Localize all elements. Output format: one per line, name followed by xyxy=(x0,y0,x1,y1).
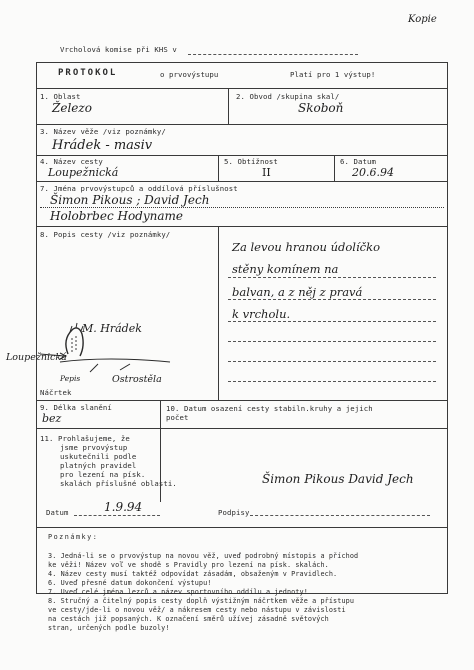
abseil-value: bez xyxy=(42,412,62,425)
bolts-label: 10. Datum osazení cesty stabiln.kruhy a jejich počet xyxy=(166,404,373,422)
signatures-label: Podpisy xyxy=(218,508,250,517)
date-label: 6. Datum xyxy=(340,157,376,166)
area-value: Železo xyxy=(52,101,92,115)
note-line: 4. Název cesty musí taktéž odpovídat zásadám, obsaženým v Pravidlech. xyxy=(48,570,338,578)
declaration-2: jsme prvovýstup xyxy=(60,443,128,452)
protocol-title: PROTOKOL xyxy=(58,68,118,78)
sketch-left-label: Loupežnická xyxy=(6,352,67,363)
note-line: 7. Uveď celé jména lezců a název sportovního oddílu a jednoty! xyxy=(48,588,308,596)
final-date-label: Datum xyxy=(46,508,69,517)
sketch-label: Náčrtek xyxy=(40,388,72,397)
declaration-6: skalách příslušné oblasti. xyxy=(60,479,177,488)
validity-note: Platí pro 1 výstup! xyxy=(290,70,376,79)
route-name-value: Loupežnická xyxy=(48,166,119,179)
date-value: 20.6.94 xyxy=(352,166,394,179)
note-line: ke věži! Název voľ ve shodě s Pravidly pro lezení na písk. skalách. xyxy=(48,561,329,569)
tower-name-value: Hrádek - masiv xyxy=(52,138,153,153)
note-line: ve cesty/jde-li o novou věž/ a nákresem cesty nebo nástupu v závislosti xyxy=(48,606,346,614)
tower-name-label: 3. Název věže /viz poznámky/ xyxy=(40,127,166,136)
note-line: na cestách již popsaných. K označení směrů užívej zásadně světových xyxy=(48,615,329,623)
note-line: 8. Stručný a čitelný popis cesty doplň výstižným náčrtkem věže a přístupu xyxy=(48,597,355,605)
district-label: 2. Obvod /skupina skal/ xyxy=(236,92,340,101)
note-line: 6. Uveď přesné datum dokončení výstupu! xyxy=(48,579,212,587)
sketch-right-label: Ostrostěla xyxy=(112,374,162,385)
declaration-5: pro lezení na písk. xyxy=(60,470,146,479)
final-date-value: 1.9.94 xyxy=(104,500,143,514)
sketch-mid-label: Pepis xyxy=(60,374,81,383)
description-line-4: k vrcholu. xyxy=(232,307,291,321)
declaration-4: platných pravidel xyxy=(60,461,137,470)
difficulty-label: 5. Obtížnost xyxy=(224,157,278,166)
signatures: Šimon Pikous David Jech xyxy=(262,472,414,486)
declaration-3: uskutečnili podle xyxy=(60,452,137,461)
description-line-3: balvan, a z něj z pravá xyxy=(232,285,363,299)
notes-title: Poznámky: xyxy=(48,533,99,541)
difficulty-value: II xyxy=(262,166,271,179)
note-line: stran, určených podle buzoly! xyxy=(48,624,170,632)
district-value: Skoboň xyxy=(298,101,344,115)
abseil-label: 9. Délka slanění xyxy=(40,403,112,412)
description-line-1: Za levou hranou údolíčko xyxy=(232,240,381,254)
declaration-1: 11. Prohlašujeme, že xyxy=(40,434,130,443)
protocol-subtitle: o prvovýstupu xyxy=(160,70,219,79)
description-line-2: stěny komínem na xyxy=(232,262,339,276)
climbers-line-2: Holobrbec Hodyname xyxy=(50,209,184,223)
commission-header: Vrcholová komise při KHS v xyxy=(60,45,177,54)
sketch-tower-label: M. Hrádek xyxy=(82,322,142,335)
area-label: 1. Oblast xyxy=(40,92,81,101)
climbers-line-1: Šimon Pikous ; David Jech xyxy=(50,193,210,207)
corner-note: Kopie xyxy=(408,14,437,25)
climbers-label: 7. Jména prvovýstupců a oddílová příslušnost xyxy=(40,184,238,193)
route-name-label: 4. Název cesty xyxy=(40,157,103,166)
note-line: 3. Jedná-li se o prvovýstup na novou věž, uveď podrobný místopis a příchod xyxy=(48,552,359,560)
description-label: 8. Popis cesty /viz poznámky/ xyxy=(40,230,171,239)
